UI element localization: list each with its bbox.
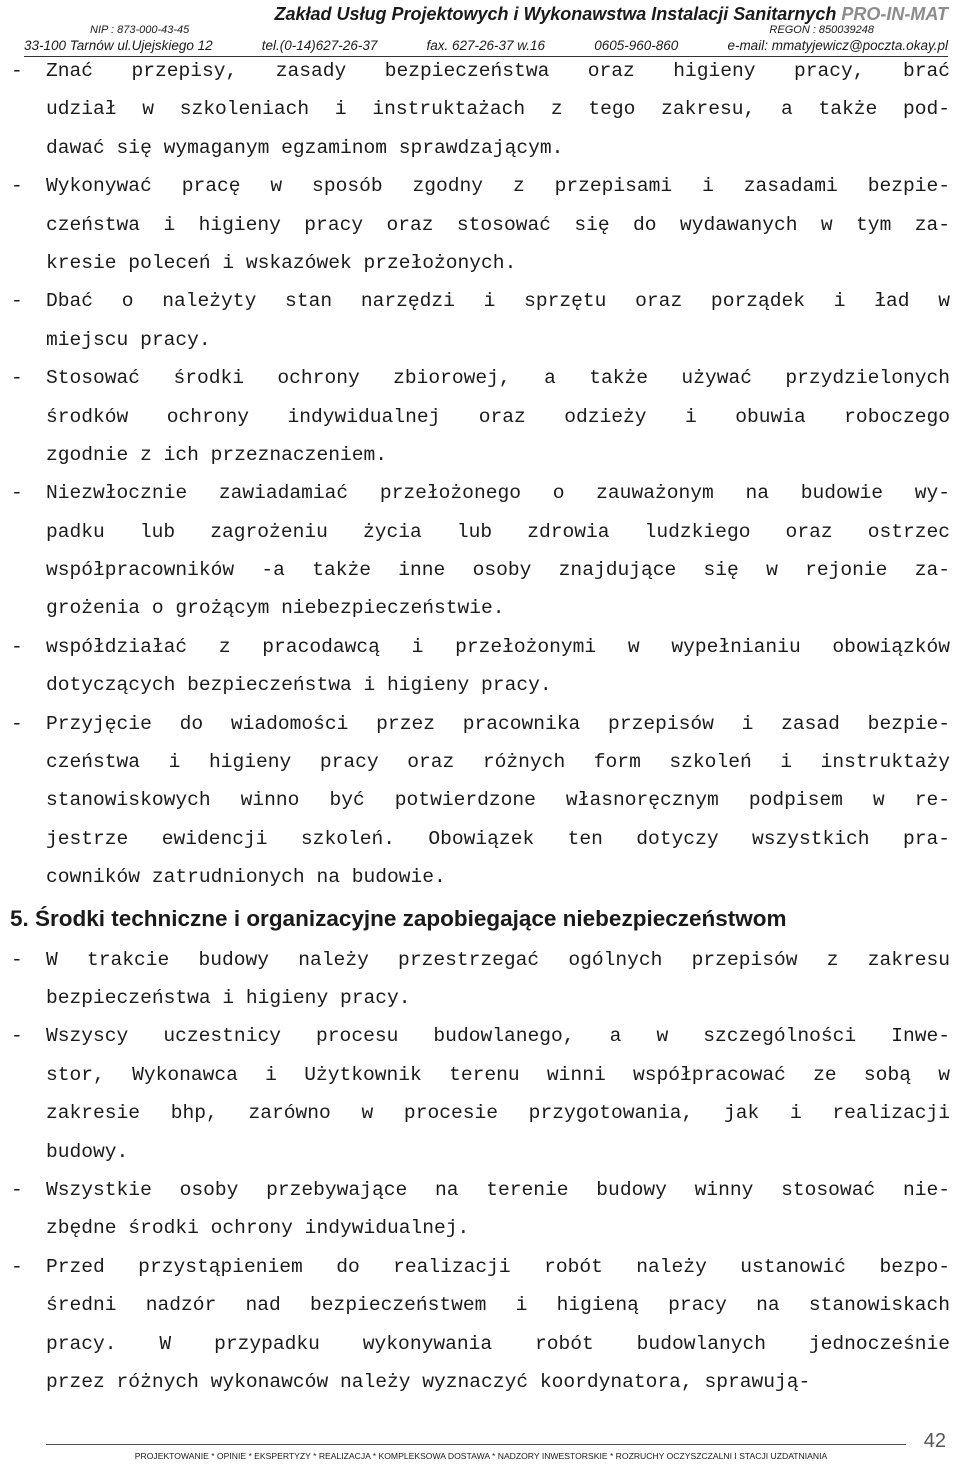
company-name: [0, 4, 960, 24]
mobile-phone: 0605-960-860: [594, 38, 679, 53]
footer-services: PROJEKTOWANIE * OPINIE * EKSPERTYZY * REALIZACJA * KOMPLEKSOWA DOSTAWA * NADZORY INWESTORSKIE * ROZRUCHY OCZYSZCZALNI I STACJI UZDATNIANIA: [134, 1451, 828, 1461]
list-item-line: czeństwa i higieny pracy oraz stosować się do wydawanych w tym za-: [46, 213, 950, 236]
address: 33-100 Tarnów ul.Ujejskiego 12: [24, 38, 213, 53]
list-item-line: grożenia o grożącym niebezpieczeństwie.: [46, 597, 505, 620]
company-name-prefix: Zakład Usług Projektowych i Wykonawstwa Instalacji Sanitarnych: [274, 4, 837, 24]
section-heading: 5. Środki techniczne i organizacyjne zapobiegające niebezpieczeństwom: [10, 905, 787, 931]
list-item-line: Przyjęcie do wiadomości przez pracownika przepisów i zasad bezpie-: [46, 712, 950, 735]
list-item-line: Wykonywać pracę w sposób zgodny z przepisami i zasadami bezpie-: [46, 175, 950, 198]
list-item-line: średni nadzór nad bezpieczeństwem i higieną pracy na stanowiskach: [46, 1294, 950, 1317]
company-brand: PRO-IN-MAT: [841, 4, 948, 24]
page-body: [0, 52, 960, 1401]
list-item-line: przez różnych wykonawców należy wyznaczyć koordynatora, sprawują-: [46, 1370, 811, 1393]
list-item-line: Dbać o należyty stan narzędzi i sprzętu oraz porządek i ład w: [46, 290, 950, 313]
email: e-mail: mmatyjewicz@poczta.okay.pl: [727, 38, 948, 53]
list-item-line: stanowiskowych winno być potwierdzone własnoręcznym podpisem w re-: [46, 789, 950, 812]
list-bullet-dash: -: [11, 175, 23, 198]
footer-divider: [46, 1444, 906, 1445]
list-item: [0, 359, 960, 474]
list-item: [0, 705, 960, 897]
list-bullet-dash: -: [11, 948, 23, 971]
list-item: [0, 52, 960, 167]
list-item-line: dotyczących bezpieczeństwa i higieny pracy.: [46, 674, 552, 697]
list-item-line: budowy.: [46, 1140, 129, 1163]
list-bullet-dash: -: [11, 1255, 23, 1278]
list-item-line: W trakcie budowy należy przestrzegać ogólnych przepisów z zakresu: [46, 948, 950, 971]
duties-list: [0, 52, 960, 897]
list-item-line: jestrze ewidencji szkoleń. Obowiązek ten dotyczy wszystkich pra-: [46, 827, 950, 850]
list-item-line: cowników zatrudnionych na budowie.: [46, 866, 446, 889]
list-bullet-dash: -: [11, 1178, 23, 1201]
list-item: [0, 282, 960, 359]
list-item: [0, 628, 960, 705]
list-item-line: zgodnie z ich przeznaczeniem.: [46, 443, 387, 466]
list-item-line: pracy. W przypadku wykonywania robót budowlanych jednocześnie: [46, 1332, 950, 1355]
list-bullet-dash: -: [11, 367, 23, 390]
list-bullet-dash: -: [11, 1025, 23, 1048]
list-item-line: Stosować środki ochrony zbiorowej, a także używać przydzielonych: [46, 367, 950, 390]
list-item-line: Wszystkie osoby przebywające na terenie budowy winny stosować nie-: [46, 1178, 950, 1201]
list-item-line: Niezwłocznie zawiadamiać przełożonego o zauważonym na budowie wy-: [46, 482, 950, 505]
list-bullet-dash: -: [11, 60, 23, 82]
list-item-line: zbędne środki ochrony indywidualnej.: [46, 1217, 470, 1240]
list-item-line: zakresie bhp, zarówno w procesie przygotowania, jak i realizacji: [46, 1102, 950, 1125]
list-bullet-dash: -: [11, 635, 23, 658]
fax: fax. 627-26-37 w.16: [426, 38, 546, 53]
list-item-line: bezpieczeństwa i higieny pracy.: [46, 986, 411, 1009]
list-item-line: miejscu pracy.: [46, 328, 211, 351]
letterhead: [0, 0, 960, 56]
list-item: [0, 1248, 960, 1402]
list-item-line: Znać przepisy, zasady bezpieczeństwa oraz higieny pracy, brać: [46, 60, 950, 82]
phone: tel.(0-14)627-26-37: [261, 38, 378, 53]
list-item-line: Przed przystąpieniem do realizacji robót należy ustanowić bezpo-: [46, 1255, 950, 1278]
list-item: [0, 167, 960, 282]
list-item-line: Wszyscy uczestnicy procesu budowlanego, a w szczególności Inwe-: [46, 1025, 950, 1048]
measures-list: [0, 941, 960, 1402]
list-item-line: czeństwa i higieny pracy oraz różnych form szkoleń i instruktaży: [46, 751, 950, 774]
list-bullet-dash: -: [11, 712, 23, 735]
regon-number: REGON : 850039248: [769, 24, 874, 36]
list-item: [0, 474, 960, 628]
list-bullet-dash: -: [11, 290, 23, 313]
list-item-line: udział w szkoleniach i instruktażach z tego zakresu, a także pod-: [46, 98, 950, 121]
list-item-line: stor, Wykonawca i Użytkownik terenu winni współpracować ze sobą w: [46, 1063, 950, 1086]
list-item: [0, 941, 960, 1018]
list-item-line: środków ochrony indywidualnej oraz odzieży i obuwia roboczego: [46, 405, 950, 428]
list-item-line: padku lub zagrożeniu życia lub zdrowia ludzkiego oraz ostrzec: [46, 520, 950, 543]
list-item-line: współdziałać z pracodawcą i przełożonymi w wypełnianiu obowiązków: [46, 635, 950, 658]
list-item: [0, 1171, 960, 1248]
list-item-line: kresie poleceń i wskazówek przełożonych.: [46, 251, 517, 274]
list-item: [0, 1017, 960, 1171]
page-number: 42: [923, 1430, 946, 1452]
list-bullet-dash: -: [11, 482, 23, 505]
nip-number: NIP : 873-000-43-45: [90, 24, 190, 36]
list-item-line: dawać się wymaganym egzaminom sprawdzającym.: [46, 136, 564, 159]
list-item-line: współpracowników -a także inne osoby znajdujące się w rejonie za-: [46, 559, 950, 582]
